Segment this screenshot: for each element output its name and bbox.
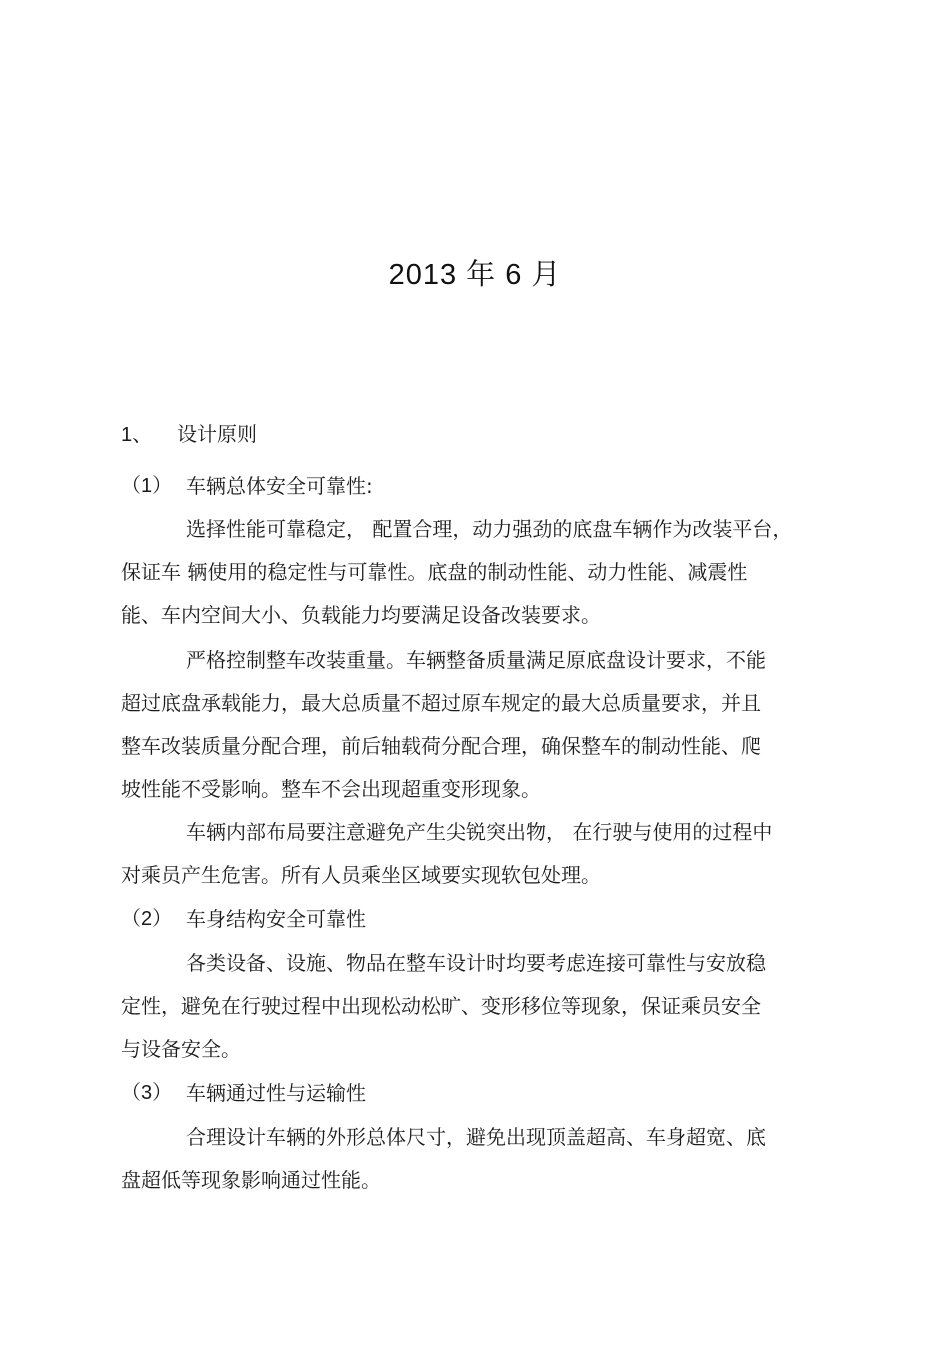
paragraph-line: 合理设计车辆的外形总体尺寸，避免出现顶盖超高、车身超宽、底 [186, 1125, 766, 1149]
paragraph-line: 整车改装质量分配合理，前后轴载荷分配合理，确保整车的制动性能、爬 [121, 734, 761, 758]
section-heading [121, 420, 257, 449]
paragraph-line: 与设备安全。 [121, 1037, 241, 1061]
paragraph-line: 超过底盘承载能力，最大总质量不超过原车规定的最大总质量要求，并且 [121, 691, 761, 715]
paragraph-line: 选择性能可靠稳定， 配置合理，动力强劲的底盘车辆作为改装平台， [186, 517, 793, 541]
paragraph-line: 能、车内空间大小、负载能力均要满足设备改装要求。 [121, 603, 601, 627]
paragraph-line: 各类设备、设施、物品在整车设计时均要考虑连接可靠性与安放稳 [186, 951, 766, 975]
paragraph-line: 保证车 辆使用的稳定性与可靠性。底盘的制动性能、动力性能、减震性 [121, 560, 748, 584]
item-heading: 车身结构安全可靠性 [186, 907, 366, 931]
paragraph-line: 坡性能不受影响。整车不会出现超重变形现象。 [121, 777, 541, 801]
item-number: （3） [121, 1082, 173, 1104]
section-title: 设计原则 [177, 422, 257, 446]
paragraph-line: 盘超低等现象影响通过性能。 [121, 1168, 381, 1192]
paragraph-line: 严格控制整车改装重量。车辆整备质量满足原底盘设计要求，不能 [186, 648, 766, 672]
paragraph-line: 定性，避免在行驶过程中出现松动松旷、变形移位等现象，保证乘员安全 [121, 994, 761, 1018]
date-title: 2013 年 6 月 [388, 259, 562, 291]
paragraph-line: 车辆内部布局要注意避免产生尖锐突出物， 在行驶与使用的过程中 [186, 820, 773, 844]
item-number: （1） [121, 475, 173, 497]
item-heading: 车辆通过性与运输性 [186, 1081, 366, 1105]
item-number: （2） [121, 908, 173, 930]
section-number: 1、 [121, 424, 153, 446]
item-heading: 车辆总体安全可靠性: [186, 474, 373, 498]
paragraph-line: 对乘员产生危害。所有人员乘坐区域要实现软包处理。 [121, 863, 601, 887]
